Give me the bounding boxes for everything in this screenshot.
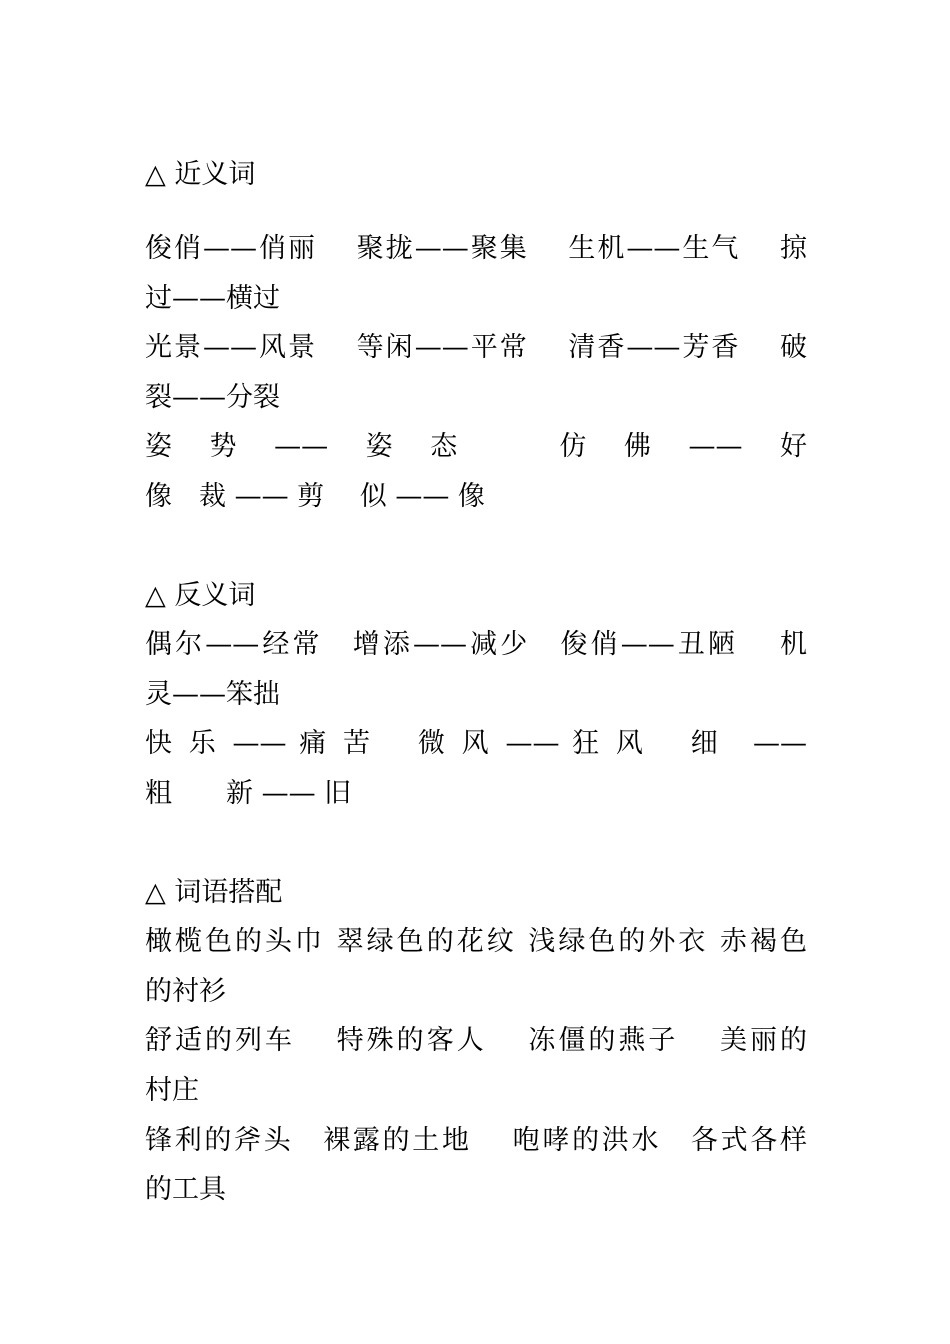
spacer bbox=[145, 819, 807, 869]
synonym-line: 光景——风景 等闲——平常 清香——芳香 破 bbox=[145, 332, 807, 364]
antonym-line: 快 乐 —— 痛 苦 微 风 —— 狂 风 细 —— bbox=[145, 728, 807, 760]
antonym-line: 偶尔——经常 增添——减少 俊俏——丑陋 机 bbox=[145, 629, 807, 661]
spacer bbox=[145, 199, 807, 224]
section-title-collocations: △ 词语搭配 bbox=[145, 877, 283, 909]
synonym-line: 姿 势 —— 姿 态 仿 佛 —— 好 bbox=[145, 431, 807, 463]
collocation-line: 的衬衫 bbox=[145, 975, 226, 1007]
section-title-synonyms: △ 近义词 bbox=[145, 159, 256, 190]
collocation-line: 的工具 bbox=[145, 1174, 226, 1206]
antonym-line: 灵——笨拙 bbox=[145, 678, 280, 710]
spacer bbox=[145, 522, 807, 572]
collocation-line: 锋利的斧头 裸露的土地 咆哮的洪水 各式各样 bbox=[145, 1124, 807, 1156]
document-page bbox=[145, 150, 807, 1215]
synonym-line: 过——横过 bbox=[145, 282, 280, 314]
collocation-line: 村庄 bbox=[145, 1074, 199, 1106]
antonym-line: 粗 新 —— 旧 bbox=[145, 777, 352, 809]
synonym-line: 裂——分裂 bbox=[145, 381, 280, 413]
collocation-line: 橄榄色的头巾 翠绿色的花纹 浅绿色的外衣 赤褐色 bbox=[145, 926, 807, 958]
synonym-line: 像 裁 —— 剪 似 —— 像 bbox=[145, 480, 485, 512]
collocation-line: 舒适的列车 特殊的客人 冻僵的燕子 美丽的 bbox=[145, 1025, 807, 1057]
synonym-line: 俊俏——俏丽 聚拢——聚集 生机——生气 掠 bbox=[145, 233, 807, 264]
section-title-antonyms: △ 反义词 bbox=[145, 580, 256, 612]
